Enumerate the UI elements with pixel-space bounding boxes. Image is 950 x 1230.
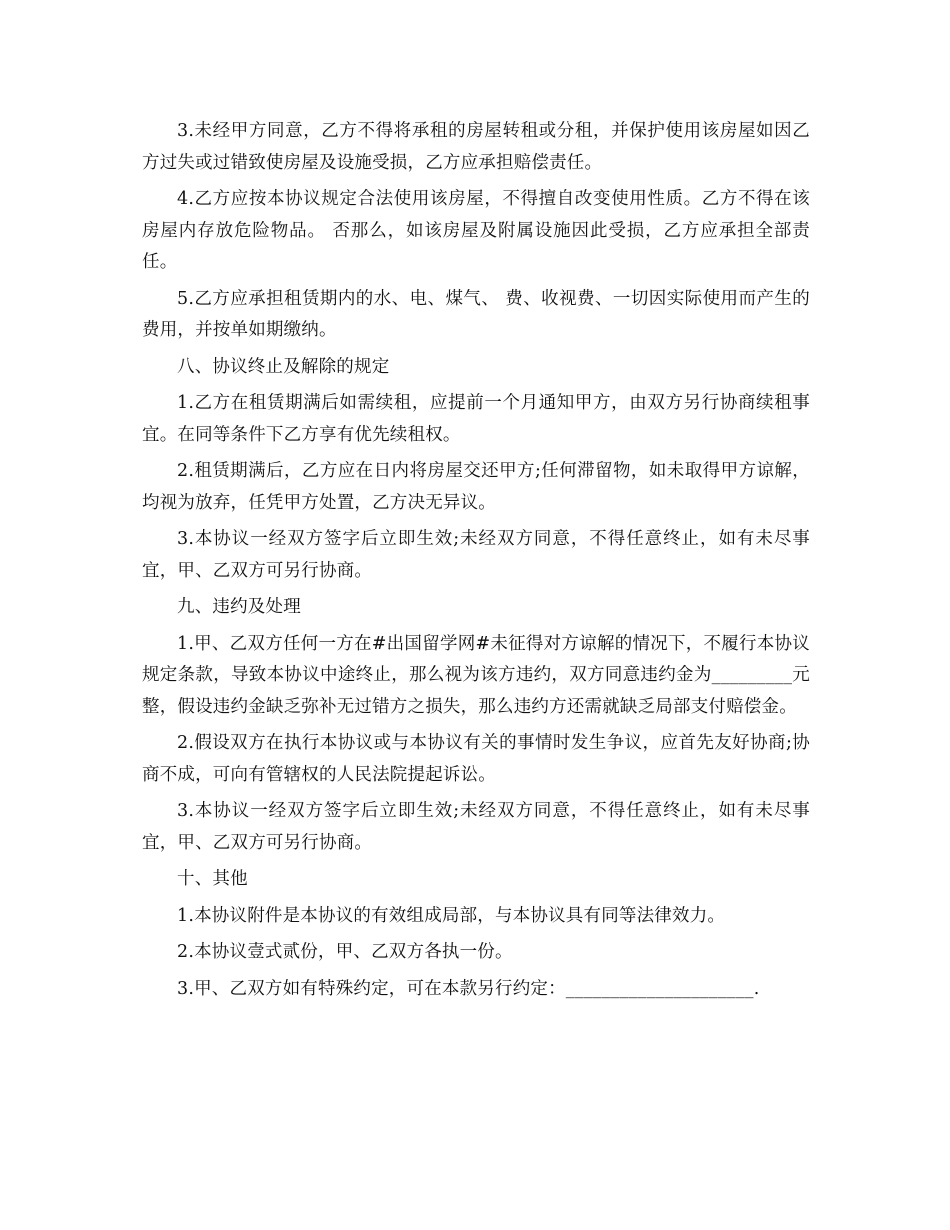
clause-8-3: 3.本协议一经双方签字后立即生效;未经双方同意，不得任意终止，如有未尽事宜，甲、乙双方可另行协商。 [142,529,810,581]
clause-8-1: 1.乙方在租赁期满后如需续租，应提前一个月通知甲方，由双方另行协商续租事宜。在同等条件下乙方享有优先续租权。 [142,393,810,445]
clause-9-3: 3.本协议一经双方签字后立即生效;未经双方同意，不得任意终止，如有未尽事宜，甲、乙双方可另行协商。 [142,801,810,853]
clause-10-3: 3.甲、乙双方如有特殊约定，可在本款另行约定：_____________________. [177,978,760,999]
clause-7-3: 3.未经甲方同意，乙方不得将承租的房屋转租或分租，并保护使用该房屋如因乙方过失或过错致使房屋及设施受损，乙方应承担赔偿责任。 [142,121,810,173]
clause-10-2: 2.本协议壹式贰份，甲、乙双方各执一份。 [177,942,513,962]
clause-9-2: 2.假设双方在执行本协议或与本协议有关的事情时发生争议，应首先友好协商;协商不成，可向有管辖权的人民法院提起诉讼。 [142,733,810,785]
document-body [142,116,810,1010]
clause-9-1: 1.甲、乙双方任何一方在#出国留学网#未征得对方谅解的情况下，不履行本协议规定条款，导致本协议中途终止，那么视为该方违约，双方同意违约金为_________元整，假设违约金缺乏弥补无过错方之损失，那么违约方还需就缺乏局部支付赔偿金。 [142,633,810,717]
section-heading-9: 九、违约及处理 [177,597,301,617]
section-heading-10: 十、其他 [177,869,248,889]
clause-7-5: 5.乙方应承担租赁期内的水、电、煤气、 费、收视费、一切因实际使用而产生的费用，并按单如期缴纳。 [142,288,810,340]
section-heading-8: 八、协议终止及解除的规定 [177,356,390,377]
clause-8-2: 2.租赁期满后，乙方应在日内将房屋交还甲方;任何滞留物，如未取得甲方谅解，均视为放弃，任凭甲方处置，乙方决无异议。 [142,461,810,513]
clause-10-1: 1.本协议附件是本协议的有效组成局部，与本协议具有同等法律效力。 [177,905,726,926]
clause-7-4: 4.乙方应按本协议规定合法使用该房屋，不得擅自改变使用性质。乙方不得在该房屋内存放危险物品。 否那么，如该房屋及附属设施因此受损，乙方应承担全部责任。 [142,189,810,272]
